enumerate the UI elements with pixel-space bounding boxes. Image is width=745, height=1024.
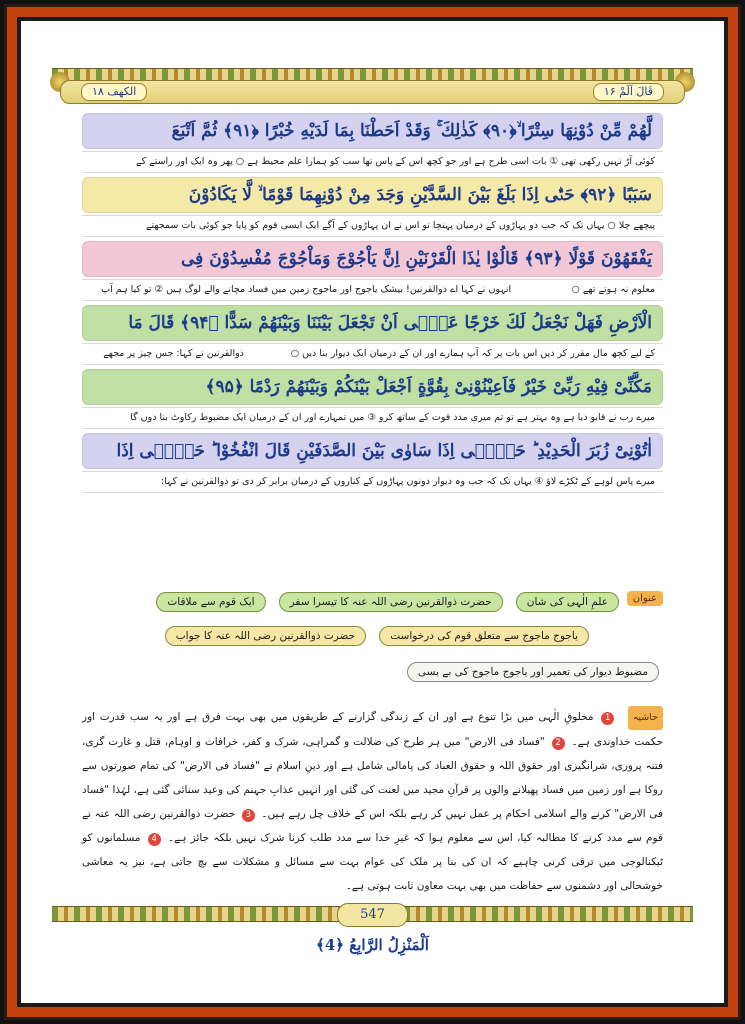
topic-row xyxy=(161,622,593,650)
translation-segment: کے لیے کچھ مال مقرر کر دیں اس بات پر کہ آپ ہمارے اور ان کے درمیان ایک دیوار بنا دیں ○ xyxy=(290,348,655,359)
ayah-line: لَّهُمْ مِّنْ دُوْنِهَا سِتْرًا ۙ﴿۹۰﴾ كَذٰلِكَ ۚ وَقَدْ اَحَطْنَا بِمَا لَدَيْهِ خُبْرًا ﴿۹۱﴾ ثُمَّ اَتْبَعَ xyxy=(82,113,663,149)
translation-line: کوئی آڑ نہیں رکھی تھی ① بات اسی طرح ہے اور جو کچھ اس کے پاس تھا سب کو ہمارا علم محیط ہے ○ پھر وہ ایک اور راستے کے xyxy=(82,151,663,173)
ayah-line: مَكَّنِّىْ فِيْهِ رَبِّىْ خَيْرٌ فَاَعِيْنُوْنِىْ بِقُوَّةٍ اَجْعَلْ بَيْنَكُمْ وَبَيْنَهُمْ رَدْمًا ﴿۹۵﴾ xyxy=(82,369,663,405)
ayah-line: يَفْقَهُوْنَ قَوْلًا ﴿۹۳﴾ قَالُوْا يٰذَا الْقَرْنَيْنِ اِنَّ يَاْجُوْجَ وَمَاْجُوْجَ مُفْسِدُوْنَ فِى xyxy=(82,241,663,277)
ayah-line: الْاَرْضِ فَهَلْ نَجْعَلُ لَكَ خَرْجًا عَلٰۤى اَنْ تَجْعَلَ بَيْنَنَا وَبَيْنَهُمْ سَدًّا ﴿۹۴﴾ قَالَ مَا xyxy=(82,305,663,341)
footnote-number: 1 xyxy=(601,712,614,725)
translation-line xyxy=(82,279,663,301)
footnote-text: "فساد فی الارض" میں ہر طرح کی ضلالت و گمراہی، شرک و کفر، خرافات و اوہام، قتل و غارت گری، فتنہ پروری، شرانگیزی اور حقوق اللہ و حقوق العباد کی پامالی شامل ہے اور دینِ اسلام نے "فساد فی الارض" کی تمام صورتوں سے روکا ہے اور زمین میں فساد پھیلانے والوں پر قرآنِ مجید میں لعنت کی گئی اور انہیں عذابِ جہنم کی وعید سنائی گئی ہے، لہٰذا "فساد فی الارض" کرنے والے اسلامی احکام پر عمل نہیں کر رہے بلکہ اس کے خلاف چل رہے ہیں۔ xyxy=(82,736,664,820)
footnote-number: 3 xyxy=(242,809,255,822)
footnote-number: 4 xyxy=(148,833,161,846)
surah-header-bar xyxy=(60,80,685,104)
translation-line: میرے رب نے قابو دیا ہے وہ بہتر ہے تو تم میری مدد قوت کے ساتھ کرو ③ میں تمہارے اور ان کے درمیان ایک مضبوط رکاوٹ بنا دوں گا xyxy=(82,407,663,429)
topic-label: عنوان xyxy=(627,591,663,606)
page-number: 547 xyxy=(337,903,408,927)
translation-segment: انہوں نے کہا اے ذوالقرنین! بیشک یاجوج اور ماجوج زمین میں فساد مچانے والے لوگ ہیں ② تو کیا ہم آپ xyxy=(101,284,512,295)
topic-row xyxy=(152,588,623,616)
topic-pill: حضرت ذوالقرنین رضی اللہ عنہ کا تیسرا سفر xyxy=(279,592,503,612)
translation-line: پیچھے چلا ○ یہاں تک کہ جب دو پہاڑوں کے درمیان پہنچا تو اس نے ان پہاڑوں کے آگے ایک ایسی قوم کو پایا جو کوئی بات سمجھتے xyxy=(82,215,663,237)
page-number-wrap xyxy=(0,903,745,927)
footnote-text: مسلمانوں کو ٹیکنالوجی میں ترقی کرنی چاہیے کہ ان کی بنا پر ملک کی عوام بہت سے مسائل و مشکلات سے بچ جاتی ہے، نیز یہ معاشی خوشحالی اور دشمنوں سے حفاظت میں بھی بہت معاون ثابت ہوتی ہے۔ xyxy=(82,832,663,892)
topic-row xyxy=(403,658,663,686)
juz-name-label: قَالَ اَلَمْ ۱۶ xyxy=(593,83,664,101)
translation-line xyxy=(82,343,663,365)
topic-pill: مضبوط دیوار کی تعمیر اور یاجوج ماجوج کی بے بسی xyxy=(407,662,659,682)
footnote-label: حاشیہ xyxy=(628,706,663,730)
translation-segment: معلوم نہ ہوتے تھے ○ xyxy=(519,280,663,300)
manzil-label: اَلْمَنْزِلُ الرَّابِعُ ﴿4﴾ xyxy=(316,936,429,954)
surah-name-label: الكهف ۱۸ xyxy=(81,83,147,101)
translation-segment: ذوالقرنین نے کہا: جس چیز پر مجھے xyxy=(103,348,244,359)
footnotes-section xyxy=(82,705,663,898)
footnote-number: 2 xyxy=(552,737,565,750)
topic-pill: حضرت ذوالقرنین رضی اللہ عنہ کا جواب xyxy=(165,626,366,646)
ayah-line: سَبَبًا ﴿۹۲﴾ حَتّٰۤى اِذَا بَلَغَ بَيْنَ السَّدَّيْنِ وَجَدَ مِنْ دُوْنِهِمَا قَوْمًا ۙ لَّا يَكَادُوْنَ xyxy=(82,177,663,213)
topic-pill: ایک قوم سے ملاقات xyxy=(156,592,265,612)
topic-pill: یاجوج ماجوج سے متعلق قوم کی درخواست xyxy=(379,626,589,646)
topic-pill: علمِ الٰہی کی شان xyxy=(516,592,619,612)
translation-line: میرے پاس لوہے کے ٹکڑے لاؤ ④ یہاں تک کہ جب وہ دیوار دونوں پہاڑوں کے کناروں کے درمیان برابر کر دی تو ذوالقرنین نے کہا: xyxy=(82,471,663,493)
ayah-section xyxy=(82,113,663,497)
footnote-text: مخلوقِ الٰہی میں بڑا تنوع ہے اور ان کے زندگی گزارنے کے طریقوں میں بھی بہت فرق ہے اور یہ سب قدرت اور حکمت خداوندی ہے۔ xyxy=(82,711,664,748)
ayah-line: اٰتُوْنِىْ زُبَرَ الْحَدِيْدِ ؕ حَتّٰۤى اِذَا سَاوٰى بَيْنَ الصَّدَفَيْنِ قَالَ انْفُخُوْا ؕ حَتّٰۤى اِذَا xyxy=(82,433,663,469)
footnote-text: حضرت ذوالقرنین رضی اللہ عنہ نے قوم سے مدد کرنے کا مطالبہ کیا، اس سے معلوم ہوا کہ غیرِ خدا سے مدد طلب کرنا شرک نہیں بلکہ جائز ہے۔ xyxy=(82,808,663,844)
